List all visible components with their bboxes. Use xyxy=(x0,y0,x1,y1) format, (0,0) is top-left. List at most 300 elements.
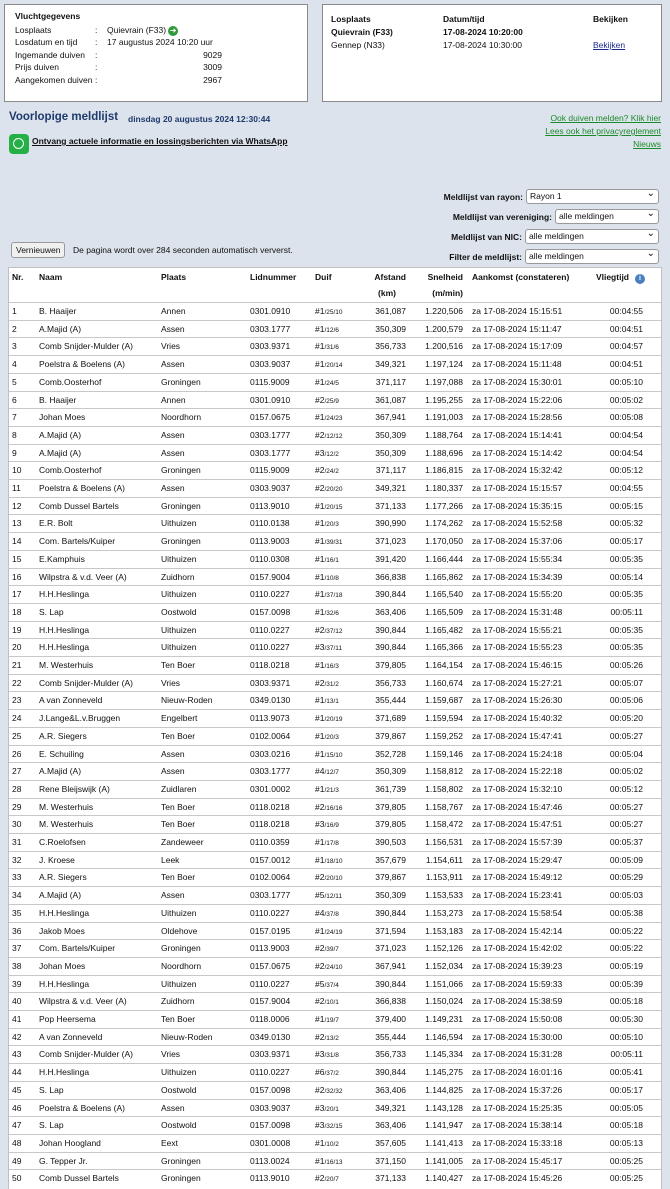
cell-rank: 24 xyxy=(12,713,22,724)
bekijken-link[interactable]: Bekijken xyxy=(593,40,626,50)
cell-pigeon: #1/20/3 xyxy=(315,518,339,529)
cell-rank: 35 xyxy=(12,907,22,918)
cell-place: Annen xyxy=(161,306,186,316)
losdatum-value: 17 augustus 2024 10:20 uur xyxy=(107,37,213,48)
cell-name: M. Westerhuis xyxy=(39,819,94,830)
cell-pigeon: #2/24/10 xyxy=(315,960,343,971)
cell-place: Groningen xyxy=(161,1173,201,1184)
cell-member-number: 0157.9004 xyxy=(250,571,291,582)
flight-info-panel xyxy=(4,4,308,102)
cell-arrival: za 17-08-2024 15:28:56 xyxy=(472,412,563,423)
cell-flight-time: 00:05:22 xyxy=(609,925,643,936)
cell-rank: 29 xyxy=(12,801,22,812)
cell-rank: 27 xyxy=(12,766,22,777)
whatsapp-icon[interactable] xyxy=(9,134,29,154)
cell-distance: 356,733 xyxy=(375,341,406,352)
cell-speed: 1.153,183 xyxy=(425,925,463,936)
refresh-button[interactable]: Vernieuwen xyxy=(11,242,65,258)
cell-speed: 1.159,252 xyxy=(425,730,463,741)
table-row xyxy=(9,320,661,338)
cell-member-number: 0301.0008 xyxy=(250,1137,291,1148)
cell-arrival: za 17-08-2024 15:31:28 xyxy=(472,1049,563,1060)
cell-pigeon: #1/13/1 xyxy=(315,695,339,706)
cell-name: H.H.Heslinga xyxy=(39,589,90,600)
table-row xyxy=(9,1099,661,1117)
cell-member-number: 0157.0195 xyxy=(250,925,291,936)
cell-place: Assen xyxy=(161,359,185,370)
cell-arrival: za 17-08-2024 15:22:18 xyxy=(472,766,563,777)
cell-speed: 1.158,812 xyxy=(425,766,463,777)
cell-rank: 20 xyxy=(12,642,22,653)
cell-place: Uithuizen xyxy=(161,589,197,600)
cell-name: Comb Snijder-Mulder (A) xyxy=(39,677,133,688)
cell-distance: 390,990 xyxy=(375,518,406,529)
cell-place: Zuidhorn xyxy=(161,571,195,582)
cell-speed: 1.150,024 xyxy=(425,996,463,1007)
prijs-label: Prijs duiven xyxy=(15,62,59,73)
cell-member-number: 0118.0218 xyxy=(250,819,290,830)
meldlijst-select[interactable]: alle meldingen ⌄ xyxy=(525,249,659,264)
cell-arrival: za 17-08-2024 15:37:06 xyxy=(472,536,563,547)
cell-arrival: za 17-08-2024 15:26:30 xyxy=(472,695,563,706)
cell-pigeon: #1/17/8 xyxy=(315,837,339,847)
losplaats-value: Quievrain (F33) xyxy=(107,25,167,35)
cell-member-number: 0113.9073 xyxy=(250,713,290,724)
results-table xyxy=(8,267,662,1189)
losdatum-label: Losdatum en tijd xyxy=(15,37,78,48)
cell-rank: 11 xyxy=(12,483,21,493)
cell-distance: 350,309 xyxy=(375,447,406,458)
cell-speed: 1.152,034 xyxy=(425,960,463,971)
cell-speed: 1.149,231 xyxy=(425,1014,463,1024)
releases-header: Losplaats Datum/tijd Bekijken xyxy=(331,14,628,24)
cell-pigeon: #1/10/8 xyxy=(315,571,339,582)
cell-speed: 1.200,516 xyxy=(425,341,463,352)
cell-name: Rene Bleijswijk (A) xyxy=(39,783,110,794)
flight-info-title: Vluchtgegevens xyxy=(15,11,81,21)
cell-pigeon: #1/19/7 xyxy=(315,1014,339,1024)
cell-rank: 50 xyxy=(12,1173,22,1184)
table-row xyxy=(9,780,661,798)
table-row xyxy=(9,939,661,957)
cell-speed: 1.141,947 xyxy=(425,1120,463,1131)
cell-name: Johan Moes xyxy=(39,960,86,971)
cell-member-number: 0110.0227 xyxy=(250,978,290,989)
cell-arrival: za 17-08-2024 15:50:08 xyxy=(472,1014,563,1024)
cell-rank: 28 xyxy=(12,783,22,794)
privacy-link[interactable]: Lees ook het privacyreglement xyxy=(545,126,661,136)
cell-distance: 361,087 xyxy=(375,306,406,316)
cell-pigeon: #6/37/2 xyxy=(315,1067,339,1078)
cell-pigeon: #5/12/11 xyxy=(315,890,343,901)
cell-distance: 363,406 xyxy=(375,606,406,617)
cell-member-number: 0303.9037 xyxy=(250,483,291,493)
cell-speed: 1.197,088 xyxy=(425,376,463,387)
cell-name: Johan Moes xyxy=(39,412,86,423)
cell-distance: 350,309 xyxy=(375,429,406,440)
filter-nic: Meldlijst van NIC: alle meldingen ⌄ xyxy=(451,229,659,244)
cell-place: Ten Boer xyxy=(161,730,196,741)
cell-pigeon: #3/32/15 xyxy=(315,1120,343,1131)
table-row xyxy=(9,904,661,922)
cell-distance: 390,844 xyxy=(375,642,406,653)
cell-name: H.H.Heslinga xyxy=(39,642,90,653)
cell-speed: 1.160,674 xyxy=(425,677,463,688)
cell-pigeon: #4/37/8 xyxy=(315,907,339,918)
cell-rank: 34 xyxy=(12,890,22,901)
cell-pigeon: #2/31/2 xyxy=(315,677,339,688)
cell-name: E. Schuiling xyxy=(39,748,84,759)
cell-place: Assen xyxy=(161,1102,185,1113)
ingemande-row: Ingemande duiven : 9029 xyxy=(15,49,222,60)
cell-pigeon: #1/16/13 xyxy=(315,1155,343,1166)
cell-name: Johan Hoogland xyxy=(39,1137,101,1148)
cell-pigeon: #3/16/9 xyxy=(315,819,339,830)
cell-arrival: za 17-08-2024 15:58:54 xyxy=(472,907,563,918)
cell-speed: 1.186,815 xyxy=(425,465,463,476)
cell-flight-time: 00:05:27 xyxy=(609,819,643,830)
cell-distance: 379,400 xyxy=(375,1014,406,1024)
rayon-select[interactable]: Rayon 1 ⌄ xyxy=(526,189,659,204)
cell-name: J.Lange&L.v.Bruggen xyxy=(39,713,121,724)
cell-distance: 367,941 xyxy=(375,960,406,971)
table-row xyxy=(9,762,661,780)
cell-pigeon: #1/12/6 xyxy=(315,323,339,334)
vereniging-select[interactable]: alle meldingen ⌄ xyxy=(555,209,659,224)
cell-arrival: za 17-08-2024 15:15:51 xyxy=(472,306,563,316)
cell-flight-time: 00:04:55 xyxy=(609,306,643,316)
table-row xyxy=(9,1010,661,1028)
cell-name: A.Majid (A) xyxy=(39,890,82,901)
cell-flight-time: 00:05:35 xyxy=(609,624,643,635)
cell-flight-time: 00:05:25 xyxy=(609,1173,643,1184)
table-row xyxy=(9,603,661,621)
aangekomen-value: 2967 xyxy=(203,74,222,85)
cell-member-number: 0301.0002 xyxy=(250,783,291,794)
cell-name: Poelstra & Boelens (A) xyxy=(39,359,125,370)
cell-name: C.Roelofsen xyxy=(39,837,86,847)
cell-member-number: 0157.9004 xyxy=(250,996,291,1007)
cell-distance: 390,844 xyxy=(375,978,406,989)
cell-rank: 18 xyxy=(12,606,22,617)
table-row xyxy=(9,514,661,532)
cell-distance: 379,805 xyxy=(375,801,406,812)
releases-panel xyxy=(322,4,662,102)
cell-name: A.Majid (A) xyxy=(39,447,82,458)
cell-rank: 1 xyxy=(12,306,17,316)
cell-flight-time: 00:05:03 xyxy=(609,890,643,901)
cell-pigeon: #1/39/31 xyxy=(315,536,343,547)
cell-arrival: za 17-08-2024 15:45:17 xyxy=(472,1155,563,1166)
cell-member-number: 0110.0227 xyxy=(250,589,290,600)
cell-pigeon: #1/15/10 xyxy=(315,748,343,759)
table-row xyxy=(9,868,661,886)
cell-speed: 1.153,273 xyxy=(425,907,463,918)
cell-distance: 371,133 xyxy=(375,500,406,511)
cell-rank: 30 xyxy=(12,819,22,830)
cell-speed: 1.191,003 xyxy=(425,412,463,423)
cell-name: S. Lap xyxy=(39,606,64,617)
cell-rank: 19 xyxy=(12,624,22,635)
melden-link[interactable]: Ook duiven melden? Klik hier xyxy=(550,113,661,123)
cell-name: Comb Dussel Bartels xyxy=(39,500,119,511)
page-title: Voorlopige meldlijst xyxy=(9,111,119,123)
aangekomen-row: Aangekomen duiven : 2967 xyxy=(15,74,222,85)
table-row xyxy=(9,709,661,727)
filter-rayon: Meldlijst van rayon: Rayon 1 ⌄ xyxy=(444,189,659,204)
cell-flight-time: 00:05:04 xyxy=(609,748,643,759)
cell-flight-time: 00:05:32 xyxy=(609,518,643,529)
cell-flight-time: 00:05:10 xyxy=(609,376,643,387)
info-icon[interactable]: i xyxy=(635,274,645,284)
cell-flight-time: 00:05:30 xyxy=(609,1014,643,1024)
cell-arrival: za 17-08-2024 15:31:48 xyxy=(472,606,563,617)
cell-pigeon: #1/21/3 xyxy=(315,783,339,794)
table-row xyxy=(9,550,661,568)
cell-speed: 1.145,275 xyxy=(425,1067,463,1078)
cell-name: S. Lap xyxy=(39,1120,64,1131)
cell-arrival: za 17-08-2024 15:22:06 xyxy=(472,394,563,405)
prijs-value: 3009 xyxy=(203,62,222,73)
ingemande-value: 9029 xyxy=(203,49,222,60)
cell-speed: 1.195,255 xyxy=(425,394,463,405)
cell-distance: 371,117 xyxy=(375,465,406,476)
cell-distance: 357,679 xyxy=(375,854,406,865)
cell-arrival: za 17-08-2024 15:47:51 xyxy=(472,819,563,830)
aangekomen-label: Aangekomen duiven xyxy=(15,74,93,85)
cell-place: Uithuizen xyxy=(161,978,197,989)
cell-member-number: 0157.0098 xyxy=(250,1084,291,1095)
cell-pigeon: #2/16/16 xyxy=(315,801,343,812)
cell-pigeon: #2/20/10 xyxy=(315,872,343,883)
cell-flight-time: 00:05:27 xyxy=(609,730,643,741)
cell-speed: 1.165,540 xyxy=(425,589,463,600)
cell-place: Ten Boer xyxy=(161,801,196,812)
cell-member-number: 0118.0218 xyxy=(250,660,290,670)
cell-arrival: za 17-08-2024 15:49:12 xyxy=(472,872,563,883)
table-row xyxy=(9,444,661,462)
cell-arrival: za 17-08-2024 15:42:14 xyxy=(472,925,563,936)
cell-place: Groningen xyxy=(161,376,201,387)
cell-flight-time: 00:05:26 xyxy=(609,660,643,670)
cell-speed: 1.165,862 xyxy=(425,571,463,582)
cell-flight-time: 00:05:13 xyxy=(609,1137,643,1148)
cell-pigeon: #5/37/4 xyxy=(315,978,339,989)
cell-rank: 32 xyxy=(12,854,22,865)
cell-place: Uithuizen xyxy=(161,642,197,653)
cell-rank: 10 xyxy=(12,465,22,476)
table-row xyxy=(9,426,661,444)
cell-pigeon: #1/24/23 xyxy=(315,412,343,423)
whatsapp-link[interactable]: Ontvang actuele informatie en lossingsberichten via WhatsApp xyxy=(32,136,288,146)
cell-member-number: 0303.0216 xyxy=(250,748,291,759)
nic-select[interactable]: alle meldingen ⌄ xyxy=(525,229,659,244)
cell-place: Vries xyxy=(161,341,181,352)
cell-pigeon: #2/24/2 xyxy=(315,465,339,476)
cell-pigeon: #1/37/18 xyxy=(315,589,343,600)
cell-name: A van Zonneveld xyxy=(39,695,103,706)
cell-speed: 1.156,531 xyxy=(425,837,463,847)
cell-pigeon: #2/12/12 xyxy=(315,429,343,440)
cell-member-number: 0349.0130 xyxy=(250,1031,291,1042)
cell-arrival: za 17-08-2024 15:47:41 xyxy=(472,730,563,741)
cell-arrival: za 17-08-2024 15:29:47 xyxy=(472,854,563,865)
cell-speed: 1.158,767 xyxy=(425,801,463,812)
cell-name: Poelstra & Boelens (A) xyxy=(39,1102,125,1113)
cell-pigeon: #1/25/10 xyxy=(315,306,343,316)
cell-speed: 1.159,146 xyxy=(425,748,463,759)
cell-speed: 1.143,128 xyxy=(425,1102,463,1113)
cell-rank: 12 xyxy=(12,500,22,511)
cell-flight-time: 00:05:35 xyxy=(609,642,643,653)
cell-rank: 9 xyxy=(12,447,17,458)
cell-member-number: 0157.0098 xyxy=(250,606,291,617)
cell-member-number: 0115.9009 xyxy=(250,465,290,476)
cell-rank: 5 xyxy=(12,376,17,387)
cell-flight-time: 00:05:41 xyxy=(609,1067,643,1078)
cell-rank: 46 xyxy=(12,1102,22,1113)
cell-pigeon: #1/18/10 xyxy=(315,854,343,865)
cell-rank: 49 xyxy=(12,1155,22,1166)
table-row xyxy=(9,355,661,373)
cell-member-number: 0113.9010 xyxy=(250,500,290,511)
cell-rank: 22 xyxy=(12,677,22,688)
cell-speed: 1.174,262 xyxy=(425,518,463,529)
cell-flight-time: 00:04:51 xyxy=(609,323,643,334)
cell-flight-time: 00:05:38 xyxy=(609,907,643,918)
cell-name: H.H.Heslinga xyxy=(39,624,90,635)
cell-flight-time: 00:05:27 xyxy=(609,801,643,812)
cell-pigeon: #1/32/6 xyxy=(315,606,339,617)
cell-member-number: 0303.9371 xyxy=(250,341,291,352)
losplaats-row: Losplaats : Quievrain (F33) ➜ xyxy=(15,25,177,35)
cell-speed: 1.154,611 xyxy=(425,854,463,865)
cell-member-number: 0303.9037 xyxy=(250,1102,291,1113)
cell-member-number: 0113.0024 xyxy=(250,1155,290,1166)
cell-flight-time: 00:04:54 xyxy=(609,447,643,458)
cell-name: Wilpstra & v.d. Veer (A) xyxy=(39,571,127,582)
cell-rank: 14 xyxy=(12,536,22,547)
cell-distance: 371,117 xyxy=(375,376,406,387)
table-row xyxy=(9,886,661,904)
cell-distance: 371,150 xyxy=(375,1155,406,1166)
losdatum-row: Losdatum en tijd : 17 augustus 2024 10:20 uur xyxy=(15,36,297,48)
page-date: dinsdag 20 augustus 2024 12:30:44 xyxy=(128,114,271,124)
cell-arrival: za 17-08-2024 15:32:10 xyxy=(472,783,563,794)
cell-arrival: za 17-08-2024 15:55:21 xyxy=(472,624,563,635)
cell-place: Oostwold xyxy=(161,606,197,617)
cell-rank: 2 xyxy=(12,323,17,334)
cell-distance: 356,733 xyxy=(375,1049,406,1060)
cell-arrival: za 17-08-2024 16:01:16 xyxy=(472,1067,563,1078)
cell-arrival: za 17-08-2024 15:47:46 xyxy=(472,801,563,812)
cell-distance: 390,503 xyxy=(375,837,406,847)
cell-arrival: za 17-08-2024 15:42:02 xyxy=(472,943,563,954)
cell-arrival: za 17-08-2024 15:25:35 xyxy=(472,1102,563,1113)
cell-arrival: za 17-08-2024 15:14:42 xyxy=(472,447,563,458)
table-row xyxy=(9,1045,661,1063)
cell-place: Nieuw-Roden xyxy=(161,695,213,706)
cell-pigeon: #1/31/6 xyxy=(315,341,339,352)
cell-name: E.R. Bolt xyxy=(39,518,73,529)
cell-arrival: za 17-08-2024 15:55:34 xyxy=(472,553,563,564)
cell-name: A.R. Siegers xyxy=(39,872,87,883)
cell-pigeon: #1/20/14 xyxy=(315,359,343,370)
cell-member-number: 0303.1777 xyxy=(250,447,291,458)
cell-speed: 1.220,506 xyxy=(425,306,463,316)
cell-flight-time: 00:05:20 xyxy=(609,713,643,724)
cell-flight-time: 00:05:22 xyxy=(609,943,643,954)
table-row xyxy=(9,851,661,869)
cell-name: S. Lap xyxy=(39,1084,64,1095)
cell-member-number: 0303.1777 xyxy=(250,323,291,334)
cell-member-number: 0110.0308 xyxy=(250,553,290,564)
cell-distance: 350,309 xyxy=(375,766,406,777)
cell-distance: 390,844 xyxy=(375,1067,406,1078)
cell-member-number: 0118.0218 xyxy=(250,801,290,812)
cell-flight-time: 00:05:09 xyxy=(609,854,643,865)
cell-place: Groningen xyxy=(161,943,201,954)
cell-speed: 1.188,696 xyxy=(425,447,463,458)
cell-name: Pop Heersema xyxy=(39,1014,96,1024)
cell-pigeon: #2/39/7 xyxy=(315,943,339,954)
cell-name: M. Westerhuis xyxy=(39,801,94,812)
cell-place: Assen xyxy=(161,890,185,901)
cell-distance: 355,444 xyxy=(375,695,406,706)
prijs-row: Prijs duiven : 3009 xyxy=(15,62,222,73)
arrow-right-icon[interactable]: ➜ xyxy=(169,25,177,35)
cell-arrival: za 17-08-2024 15:23:41 xyxy=(472,890,563,901)
cell-speed: 1.158,472 xyxy=(425,819,463,830)
cell-name: A van Zonneveld xyxy=(39,1031,103,1042)
cell-speed: 1.141,005 xyxy=(425,1155,463,1166)
cell-name: H.H.Heslinga xyxy=(39,907,90,918)
cell-pigeon: #1/16/1 xyxy=(315,553,339,564)
cell-member-number: 0301.0910 xyxy=(250,306,291,316)
cell-name: Comb.Oosterhof xyxy=(39,465,102,476)
cell-member-number: 0113.9003 xyxy=(250,536,290,547)
cell-member-number: 0102.0064 xyxy=(250,872,291,883)
cell-distance: 363,406 xyxy=(375,1084,406,1095)
cell-place: Vries xyxy=(161,677,181,688)
table-row xyxy=(9,373,661,391)
cell-member-number: 0110.0227 xyxy=(250,624,290,635)
cell-pigeon: #1/20/15 xyxy=(315,500,343,511)
filter-meldlijst: Filter de meldlijst: alle meldingen ⌄ xyxy=(449,249,659,264)
cell-rank: 4 xyxy=(12,359,17,370)
cell-place: Uithuizen xyxy=(161,624,197,635)
cell-name: H.H.Heslinga xyxy=(39,978,90,989)
cell-name: Wilpstra & v.d. Veer (A) xyxy=(39,996,127,1007)
cell-arrival: za 17-08-2024 15:35:15 xyxy=(472,500,563,511)
cell-pigeon: #2/20/7 xyxy=(315,1173,339,1184)
cell-rank: 17 xyxy=(12,589,22,600)
cell-speed: 1.153,911 xyxy=(425,872,463,883)
table-row xyxy=(9,674,661,692)
cell-place: Eext xyxy=(161,1137,179,1148)
cell-arrival: za 17-08-2024 15:46:15 xyxy=(472,660,563,670)
cell-flight-time: 00:05:25 xyxy=(609,1155,643,1166)
cell-member-number: 0115.9009 xyxy=(250,376,290,387)
cell-distance: 390,844 xyxy=(375,589,406,600)
cell-speed: 1.165,366 xyxy=(425,642,463,653)
cell-place: Assen xyxy=(161,429,185,440)
cell-name: G. Tepper Jr. xyxy=(39,1155,88,1166)
cell-flight-time: 00:05:06 xyxy=(609,695,643,706)
cell-arrival: za 17-08-2024 15:52:58 xyxy=(472,518,563,529)
table-row xyxy=(9,479,661,497)
nieuws-link[interactable]: Nieuws xyxy=(633,139,661,149)
